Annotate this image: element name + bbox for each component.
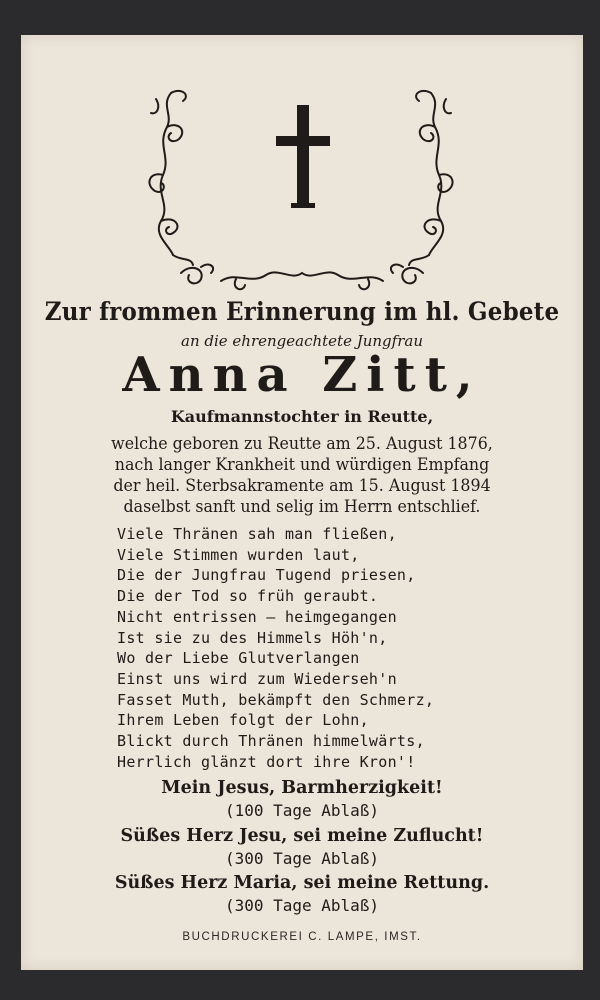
poem-line: Blickt durch Thränen himmelwärts, — [117, 732, 425, 751]
poem-line: Ihrem Leben folgt der Lohn, — [117, 711, 369, 730]
poem-line: Einst uns wird zum Wiederseh'n — [117, 669, 397, 688]
poem-line: Ist sie zu des Himmels Höh'n, — [117, 628, 388, 647]
memorial-heading: Zur frommen Erinnerung im hl. Gebete — [44, 297, 560, 326]
right-scroll-ornament — [409, 91, 453, 265]
poem-line: Viele Thränen sah man fließen, — [117, 525, 397, 543]
prayer-line: Mein Jesus, Barmherzigkeit! — [161, 778, 443, 798]
indulgence-line: (100 Tage Ablaß) — [224, 801, 380, 820]
poem-line: Die der Tod so früh geraubt. — [117, 587, 379, 606]
occupation-line: Kaufmannstochter in Reutte, — [170, 407, 434, 426]
left-scroll-ornament — [149, 91, 193, 265]
prayer-line: Süßes Herz Maria, sei meine Rettung. — [114, 873, 490, 893]
poem-line: Viele Stimmen wurden laut, — [117, 545, 360, 564]
poem-line: Wo der Liebe Glutverlangen — [117, 649, 360, 668]
bio-line: nach langer Krankheit und würdigen Empfang — [114, 455, 490, 474]
indulgence-line: (300 Tage Ablaß) — [224, 896, 380, 915]
bottom-scroll-ornament — [181, 265, 423, 290]
poem-line: Nicht entrissen — heimgegangen — [117, 607, 397, 626]
prayer-line: Süßes Herz Jesu, sei meine Zuflucht! — [120, 826, 484, 846]
intro-line: an die ehrengeachtete Jungfrau — [181, 332, 423, 350]
poem-line: Die der Jungfrau Tugend priesen, — [117, 566, 416, 585]
cross-ornament — [21, 35, 583, 325]
bio-line: daselbst sanft und selig im Herrn entschlief. — [123, 497, 481, 516]
memorial-card — [21, 35, 583, 970]
deceased-name: Anna Zitt, — [122, 347, 482, 403]
indulgence-line: (300 Tage Ablaß) — [224, 849, 380, 868]
memorial-poem — [117, 524, 557, 772]
biography — [32, 433, 572, 517]
bio-line: der heil. Sterbsakramente am 15. August 1894 — [113, 476, 491, 495]
cross-icon — [276, 105, 330, 208]
poem-line: Fasset Muth, bekämpft den Schmerz, — [117, 690, 435, 709]
poem-line: Herrlich glänzt dort ihre Kron'! — [117, 752, 416, 771]
bio-line: welche geboren zu Reutte am 25. August 1876, — [111, 434, 493, 453]
printer-imprint: BUCHDRUCKEREI C. LAMPE, IMST. — [182, 931, 422, 943]
